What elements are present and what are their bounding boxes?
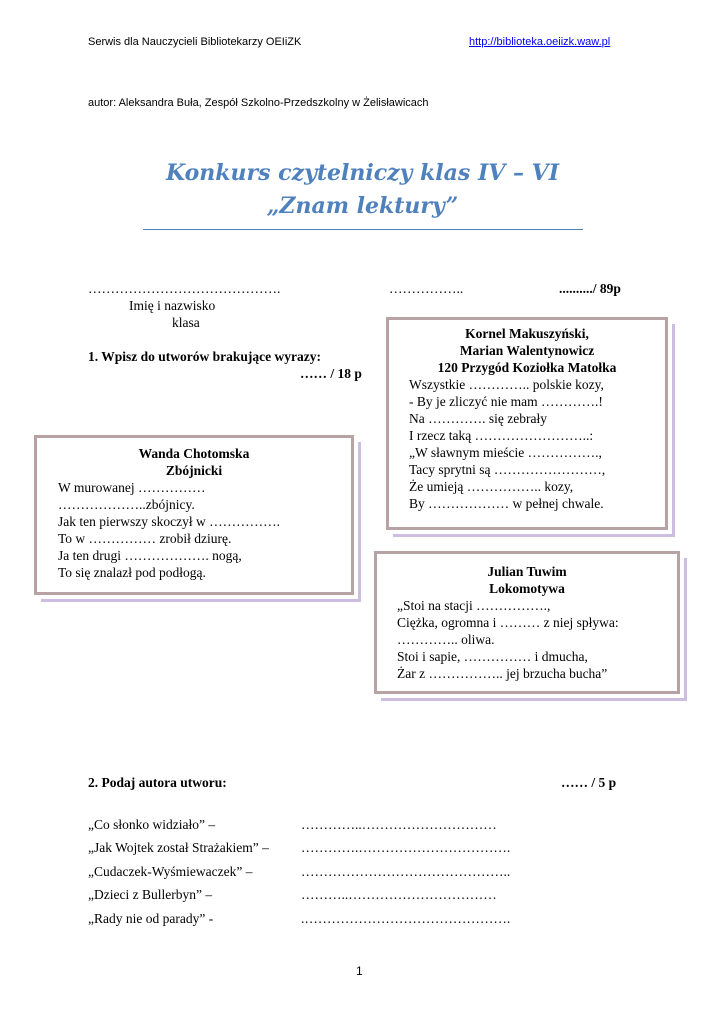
- title-divider: [143, 229, 583, 230]
- task2-label: 2. Podaj autora utworu:: [88, 775, 227, 790]
- task1-score: …… / 18 p: [300, 366, 362, 381]
- task2-work: „Co słonko widziało” –: [88, 817, 216, 832]
- task2-score: …… / 5 p: [561, 775, 617, 790]
- task2-author-blank[interactable]: ………….…………………………….: [301, 840, 511, 855]
- poem-line[interactable]: „Stoi na stacji …………….,: [397, 598, 551, 613]
- poem-line[interactable]: To się znalazł pod podłogą.: [58, 565, 206, 580]
- poem-line[interactable]: Stoi i sapie, …………… i dmucha,: [397, 649, 588, 664]
- task2-author-blank[interactable]: …………..…………………………: [301, 817, 497, 832]
- task2-author-blank[interactable]: ………..……………………………: [301, 887, 497, 902]
- poem-line[interactable]: Żar z …………….. jej brzucha bucha”: [397, 666, 608, 681]
- header-site-link[interactable]: http://biblioteka.oeiizk.waw.pl: [469, 36, 611, 48]
- task2-work: „Rady nie od parady” -: [88, 911, 214, 926]
- poem-line[interactable]: Wszystkie ………….. polskie kozy,: [409, 377, 604, 392]
- poem-box-lokomotywa: [374, 551, 680, 694]
- poem-author: Marian Walentynowicz: [459, 343, 595, 358]
- poem-author: Wanda Chotomska: [138, 446, 250, 461]
- poem-line[interactable]: Tacy sprytni są ……………………,: [409, 462, 606, 477]
- poem-line[interactable]: Jak ten pierwszy skoczył w …………….: [58, 514, 280, 529]
- poem-box-zbojnicki: [34, 435, 354, 595]
- poem-title: Lokomotywa: [489, 581, 565, 596]
- poem-line[interactable]: ………….. oliwa.: [397, 632, 495, 647]
- poem-line[interactable]: Ja ten drugi ………………. nogą,: [58, 548, 242, 563]
- header-site-name: Serwis dla Nauczycieli Bibliotekarzy OEIiZK: [88, 36, 302, 48]
- total-score: ........../ 89p: [559, 281, 621, 296]
- poem-line[interactable]: Że umieją …………….. kozy,: [409, 479, 574, 494]
- name-blank[interactable]: …………………………………….: [88, 281, 281, 296]
- poem-line[interactable]: ………………..zbójnicy.: [58, 497, 195, 512]
- poem-line[interactable]: By ……………… w pełnej chwale.: [409, 496, 604, 511]
- poem-title: 120 Przygód Koziołka Matołka: [437, 360, 617, 375]
- poem-title: Zbójnicki: [165, 463, 223, 478]
- poem-author: Kornel Makuszyński,: [465, 326, 589, 341]
- task1-label: 1. Wpisz do utworów brakujące wyrazy:: [88, 349, 321, 364]
- poem-author: Julian Tuwim: [487, 564, 567, 579]
- page-subtitle: „Znam lektury”: [266, 193, 459, 219]
- poem-line[interactable]: „W sławnym mieście …………….,: [409, 445, 602, 460]
- poem-line[interactable]: W murowanej ……………: [58, 480, 206, 495]
- poem-line[interactable]: Na …………. się zebrały: [409, 411, 547, 426]
- name-label: Imię i nazwisko: [129, 298, 216, 313]
- page-number: 1: [356, 964, 363, 978]
- page-title: Konkurs czytelniczy klas IV – VI: [166, 160, 559, 186]
- task2-work: „Cudaczek-Wyśmiewaczek” –: [88, 864, 253, 879]
- poem-line[interactable]: - By je zliczyć nie mam ………….!: [409, 394, 603, 409]
- task2-work: „Dzieci z Bullerbyn” –: [88, 887, 213, 902]
- task2-author-blank[interactable]: .……………………………………….: [301, 911, 511, 926]
- poem-line[interactable]: Ciężka, ogromna i ……… z niej spływa:: [397, 615, 619, 630]
- class-blank[interactable]: ……………..: [389, 281, 464, 296]
- author-line: autor: Aleksandra Buła, Zespół Szkolno-Przedszkolny w Żelisławicach: [88, 97, 429, 109]
- poem-box-matolek: [386, 317, 668, 530]
- task2-author-blank[interactable]: ………………………………………..: [301, 864, 511, 879]
- poem-line[interactable]: To w …………… zrobił dziurę.: [58, 531, 232, 546]
- task2-work: „Jak Wojtek został Strażakiem” –: [88, 840, 269, 855]
- poem-line[interactable]: I rzecz taką ……………………..:: [409, 428, 594, 443]
- class-label: klasa: [172, 315, 200, 330]
